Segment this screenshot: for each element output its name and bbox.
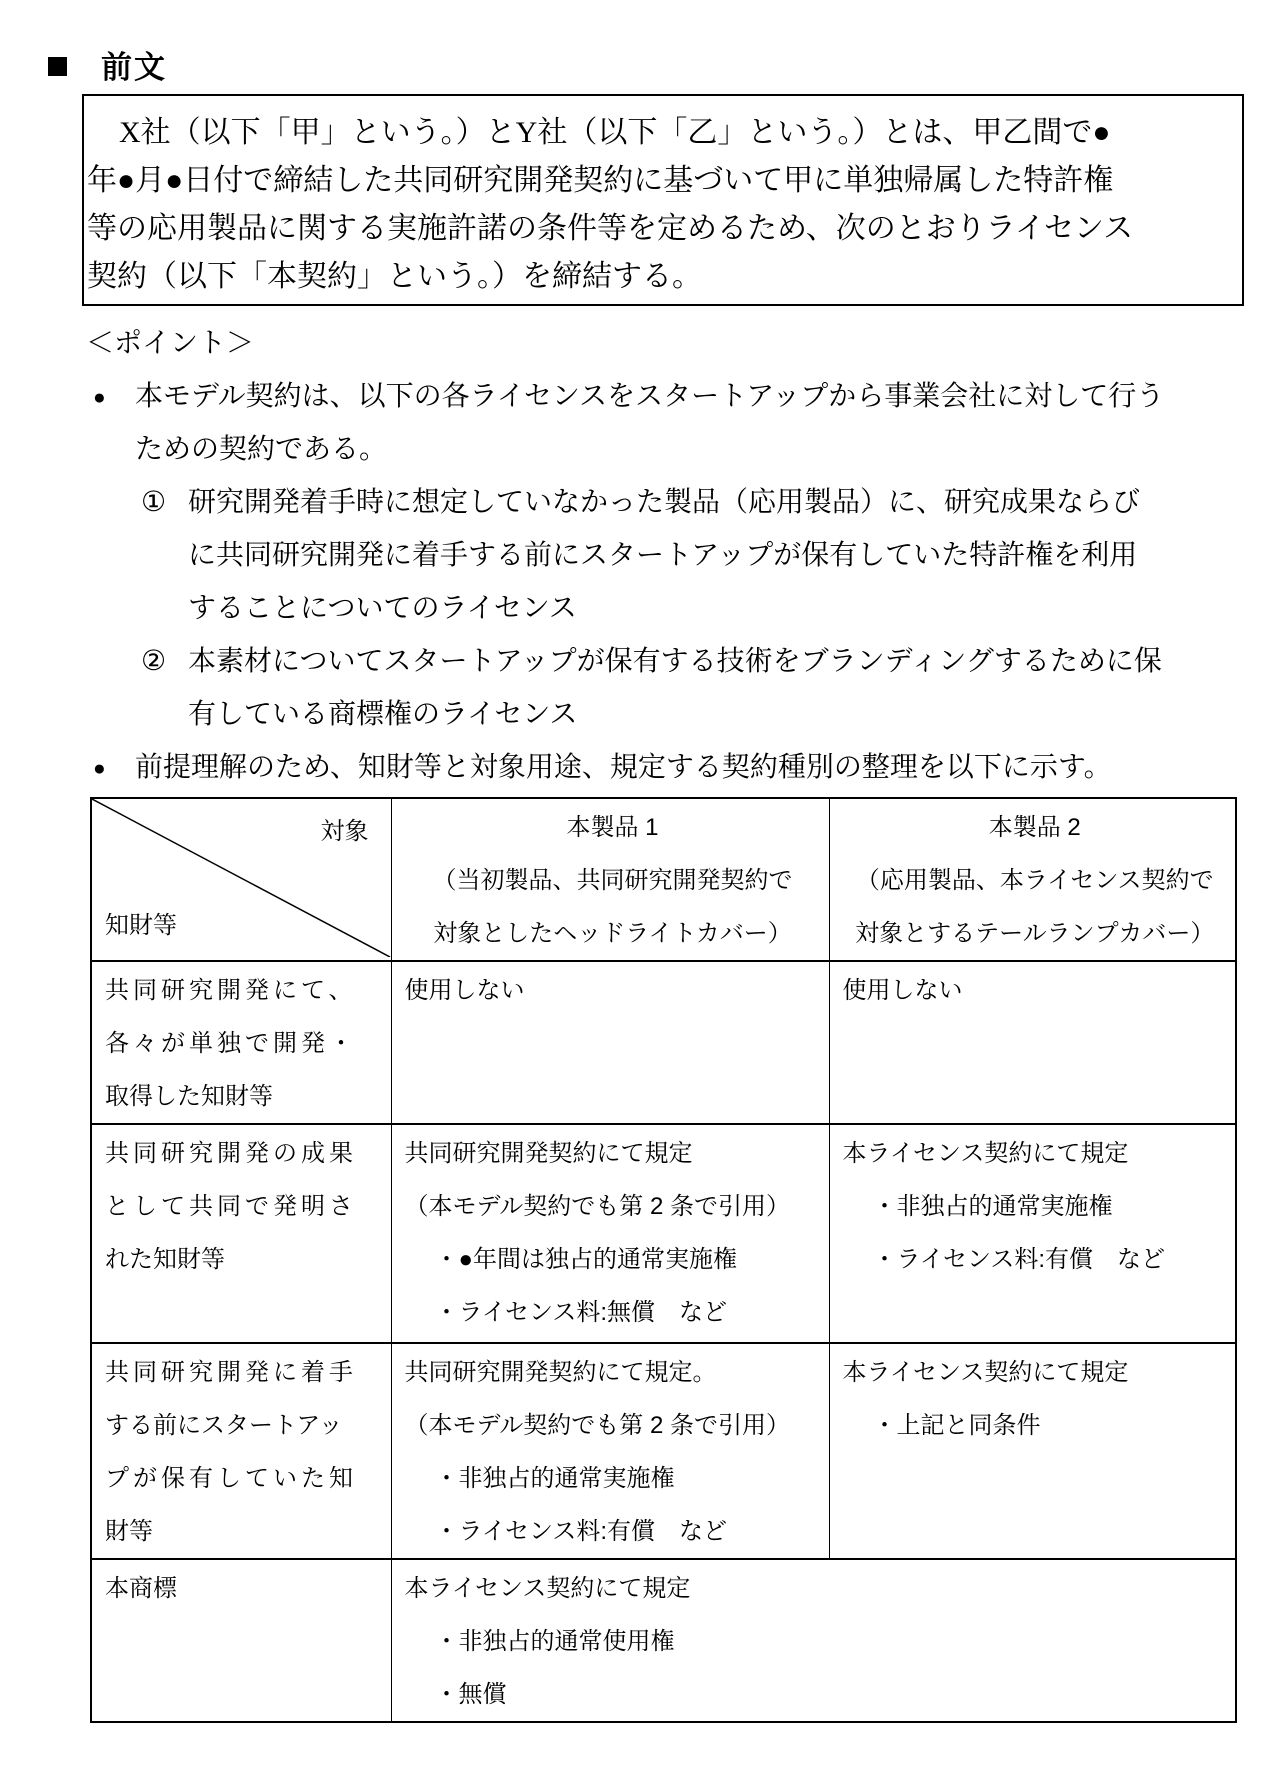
table-cell [391,961,829,1124]
text-line: 有している商標権のライセンス [188,698,578,729]
text-line: ための契約である。 [135,433,388,464]
col-header-product2 [829,798,1236,961]
text-line: する前にスタートアッ [105,1412,343,1439]
text-line: ・ライセンス料:有償 など [434,1518,728,1545]
table-cell [391,1343,829,1559]
bullet-item [86,740,1246,793]
points-section [86,316,1246,793]
text-line: 取得した知財等 [105,1083,273,1110]
section-title: 前文 [101,50,167,85]
table-header-row [91,798,1236,961]
text-line: に共同研究開発に着手する前にスタートアップが保有していた特許権を利用 [188,539,1138,570]
table-corner-cell [91,798,391,961]
row-label-cell [91,961,391,1124]
text-line: 共同研究開発の成果 [105,1140,357,1167]
text-line: ・ライセンス料:有償 など [872,1246,1166,1273]
text-line: 本製品 1 [566,814,659,841]
text-line: ・非独占的通常実施権 [872,1193,1113,1220]
text-line: 共同研究開発に着手 [105,1359,357,1386]
row-label-cell [91,1343,391,1559]
text-line: 年●月●日付で締結した共同研究開発契約に基づいて甲に単独帰属した特許権 [87,164,1114,197]
text-line: 研究開発着手時に想定していなかった製品（応用製品）に、研究成果ならび [188,486,1141,517]
table-row [91,1124,1236,1343]
preamble-box [82,94,1244,306]
text-line: 共同研究開発契約にて規定 [404,1140,693,1167]
text-line: 財等 [105,1518,153,1545]
numbered-item-2 [86,634,1246,687]
text-line: ・非独占的通常使用権 [434,1628,675,1655]
text-line: 各々が単独で開発・ [105,1030,357,1057]
text-line: ・無償 [434,1681,507,1708]
table-cell-merged [391,1559,1236,1722]
table-cell [829,1343,1236,1559]
circled-number: ② [141,645,167,676]
text-line: 対象とするテールランプカバー） [855,920,1215,947]
table-cell [829,961,1236,1124]
text-line: 本モデル契約は、以下の各ライセンスをスタートアップから事業会社に対して行う [135,380,1165,411]
square-bullet-icon [48,57,67,76]
text-line: 本ライセンス契約にて規定 [404,1575,691,1602]
text-line: （応用製品、本ライセンス契約で [855,867,1214,894]
circled-number: ① [141,486,167,517]
text-line: 本ライセンス契約にて規定 [842,1140,1129,1167]
text-line: 共同研究開発にて、 [105,977,357,1004]
text-line: 本商標 [105,1575,177,1602]
table-row [91,1559,1236,1722]
text-line: れた知財等 [105,1246,225,1273]
text-line: プが保有していた知 [105,1465,357,1492]
table-row [91,1343,1236,1559]
text-line: （本モデル契約でも第 2 条で引用） [404,1193,790,1220]
text-line: 使用しない [404,977,525,1004]
table-cell [829,1124,1236,1343]
numbered-item-1 [86,475,1246,528]
text-line: 対象としたヘッドライトカバー） [433,920,792,947]
points-heading: ＜ポイント＞ [86,327,255,358]
text-line: （当初製品、共同研究開発契約で [432,867,793,894]
text-line: ・非独占的通常実施権 [434,1465,675,1492]
text-line: することについてのライセンス [188,592,577,623]
col-header-product1 [391,798,829,961]
text-line: 前提理解のため、知財等と対象用途、規定する契約種別の整理を以下に示す。 [135,751,1112,782]
table-row [91,961,1236,1124]
bullet-item [86,369,1246,422]
corner-label-target: 対象 [320,818,369,845]
bullet-icon: ● [93,386,106,409]
text-line: ・上記と同条件 [872,1412,1041,1439]
text-line: 等の応用製品に関する実施許諾の条件等を定めるため、次のとおりライセンス [87,212,1134,245]
table-cell [391,1124,829,1343]
text-line: ・ライセンス料:無償 など [434,1299,728,1326]
text-line: 共同研究開発契約にて規定。 [404,1359,717,1386]
corner-label-ip: 知財等 [105,912,177,939]
row-label-cell [91,1559,391,1722]
text-line: 本製品 2 [988,814,1081,841]
text-line: 本素材についてスタートアップが保有する技術をブランディングするために保 [188,645,1162,676]
text-line: 本ライセンス契約にて規定 [842,1359,1129,1386]
bullet-icon: ● [93,757,106,780]
text-line: 使用しない [842,977,963,1004]
text-line: として共同で発明さ [105,1193,357,1220]
text-line: ・●年間は独占的通常実施権 [434,1246,737,1273]
text-line: （本モデル契約でも第 2 条で引用） [404,1412,790,1439]
text-line: X社（以下「甲」という。）とY社（以下「乙」という。）とは、甲乙間で● [119,116,1111,149]
row-label-cell [91,1124,391,1343]
ip-mapping-table [90,797,1237,1723]
text-line: 契約（以下「本契約」という。）を締結する。 [87,260,702,293]
section-heading [48,42,167,87]
